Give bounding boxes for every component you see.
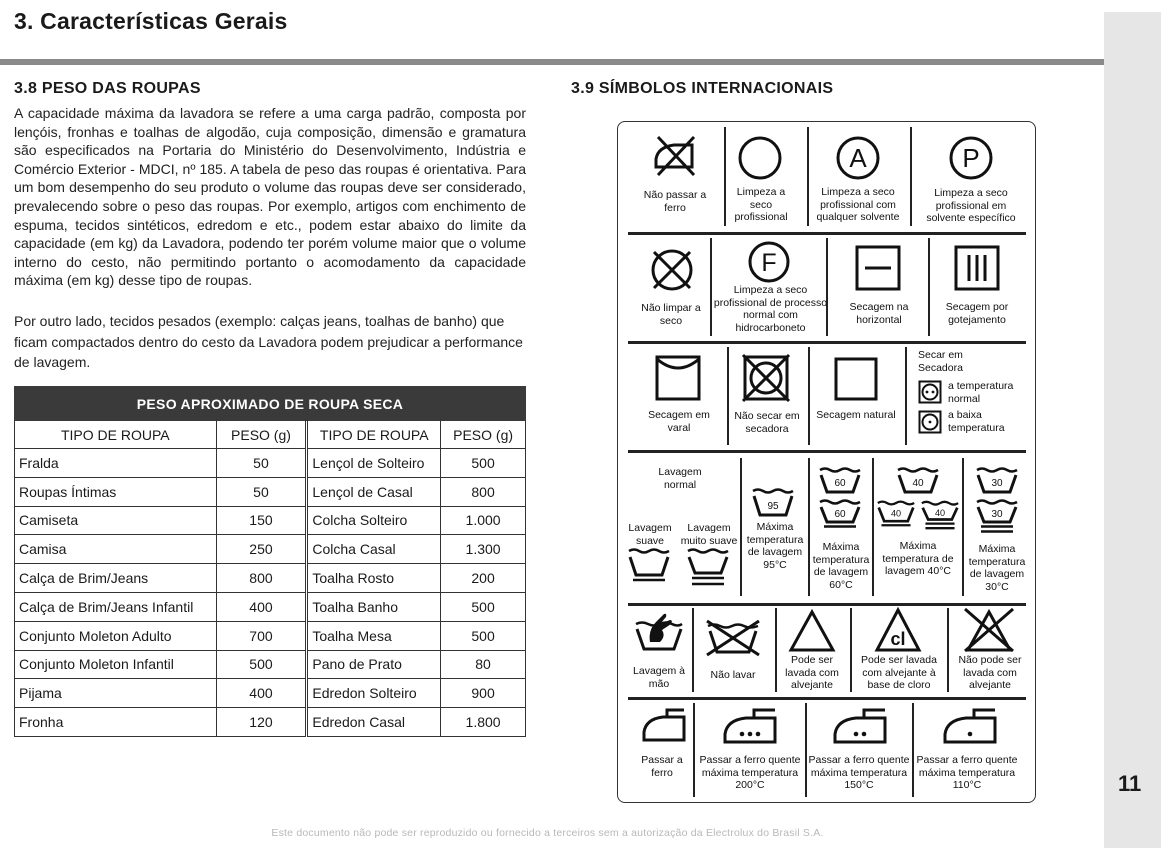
max-60-label: Máxima temperatura de lavagem 60°C — [812, 541, 870, 591]
paragraph-heavy-fabrics: Por outro lado, tecidos pesados (exemplo: calças jeans, toalhas de banho) que ficam compactados dentro do cesto da Lavadora podem prejudicar a performance de lavagem. — [14, 313, 523, 370]
dry-clean-hydrocarbon-label: Limpeza a seco profissional de processo normal com hidrocarboneto — [713, 284, 828, 334]
weight-cell: 1.300 — [441, 535, 526, 564]
table-row — [15, 708, 526, 737]
iron-200-label: Passar a ferro quente máxima temperatura 200°C — [699, 754, 801, 791]
iron-110-label: Passar a ferro quente máxima temperatura 110°C — [916, 754, 1018, 791]
chlorine-bleach-label: Pode ser lavada com alvejante à base de cloro — [861, 654, 937, 691]
column-header: PESO (g) — [441, 421, 526, 449]
temp-40-text: 40 — [934, 507, 946, 518]
weight-cell: 200 — [441, 564, 526, 593]
wash-30-very-gentle-icon — [975, 498, 1019, 534]
no-bleach-label: Não pode ser lavada com alvejante — [958, 654, 1022, 691]
no-wash-label: Não lavar — [710, 669, 756, 681]
no-tumble-dry-label: Não secar em secadora — [734, 410, 800, 435]
hand-wash-label: Lavagem à mão — [633, 665, 685, 690]
row-divider — [628, 697, 1026, 700]
paragraph-capacity: A capacidade máxima da lavadora se refere a uma carga padrão, composta por lençóis, fronhas e toalhas de algodão, cuja composição, dimensão e gramatura são especificados na Portaria do Ministério do Desenvolvimento, Indústria e Comércio Exterior - MDCI, nº 185. A tabela de peso das roupas é orientativa. Para um bom desempenho do seu produto o volume das roupas deve ser considerado, prevalecendo sobre o peso das roupas. Por exemplo, artigos com enchimento de espuma, tecidos sintéticos, edredom e etc., podem estar abaixo do limite da capacidade (em kg) da Lavadora, podendo ter porém volume maior que o volume interno do cesto, não permitindo portanto o acomodamento da capacidade máxima (em kg) desse tipo de roupas. — [14, 105, 526, 289]
column-divider — [905, 347, 907, 445]
tumble-dry-title: Secar em Secadora — [918, 349, 963, 374]
row-divider — [628, 603, 1026, 606]
garment-cell: Pijama — [15, 679, 217, 708]
table-row — [15, 449, 526, 478]
column-header: TIPO DE ROUPA — [307, 421, 441, 449]
natural-dry-icon — [834, 357, 878, 401]
garment-cell: Fralda — [15, 449, 217, 478]
column-divider — [692, 608, 694, 692]
wash-40-icon — [896, 466, 940, 494]
weight-cell: 800 — [216, 564, 307, 593]
garment-cell: Toalha Rosto — [307, 564, 441, 593]
table-row — [15, 621, 526, 650]
tumble-normal-icon — [918, 380, 942, 404]
section-heading-peso: 3.8 PESO DAS ROUPAS — [14, 80, 201, 97]
no-tumble-dry-icon — [742, 354, 790, 402]
iron-label: Passar a ferro — [641, 754, 683, 779]
column-divider — [928, 238, 930, 336]
temp-40-text: 40 — [912, 478, 924, 489]
weight-cell: 500 — [441, 592, 526, 621]
drip-dry-icon — [954, 245, 1000, 291]
weight-cell: 50 — [216, 449, 307, 478]
wash-gentle-label: Lavagem suave — [628, 522, 672, 547]
page-title: 3. Características Gerais — [14, 8, 288, 34]
garment-cell: Roupas Íntimas — [15, 477, 217, 506]
weight-cell: 700 — [216, 621, 307, 650]
no-dry-clean-label: Não limpar a seco — [641, 302, 701, 327]
weight-cell: 250 — [216, 535, 307, 564]
iron-150-icon — [832, 707, 888, 745]
dry-clean-specific-solvent-label: Limpeza a seco profissional em solvente específico — [926, 187, 1016, 224]
garment-cell: Colcha Casal — [307, 535, 441, 564]
no-dry-clean-icon — [649, 247, 695, 293]
row-divider — [628, 450, 1026, 453]
wash-very-gentle-label: Lavagem muito suave — [680, 522, 738, 547]
drip-dry-label: Secagem por gotejamento — [945, 301, 1009, 326]
bleach-icon — [788, 609, 836, 653]
line-dry-label: Secagem em varal — [648, 409, 710, 434]
dry-clean-specific-solvent-icon — [948, 135, 994, 181]
weight-cell: 500 — [441, 621, 526, 650]
garment-cell: Fronha — [15, 708, 217, 737]
column-divider — [808, 347, 810, 445]
table-row — [15, 679, 526, 708]
dry-flat-icon — [855, 245, 901, 291]
garment-cell: Conjunto Moleton Adulto — [15, 621, 217, 650]
column-divider — [910, 127, 912, 226]
weight-cell: 120 — [216, 708, 307, 737]
bleach-label: Pode ser lavada com alvejante — [785, 654, 839, 691]
weight-cell: 500 — [441, 449, 526, 478]
natural-dry-label: Secagem natural — [816, 409, 896, 421]
tumble-low-icon — [918, 410, 942, 434]
table-row — [15, 592, 526, 621]
chlorine-bleach-icon — [874, 607, 922, 653]
garment-cell: Pano de Prato — [307, 650, 441, 679]
weight-cell: 150 — [216, 506, 307, 535]
max-95-label: Máxima temperatura de lavagem 95°C — [746, 521, 804, 571]
table-row — [15, 535, 526, 564]
letter-p-text: P — [962, 143, 980, 173]
garment-cell: Camisa — [15, 535, 217, 564]
weight-cell: 80 — [441, 650, 526, 679]
wash-40-very-gentle-icon — [920, 498, 960, 532]
temp-95-text: 95 — [767, 501, 779, 512]
weight-cell: 1.000 — [441, 506, 526, 535]
table-row — [15, 477, 526, 506]
garment-cell: Calça de Brim/Jeans — [15, 564, 217, 593]
temp-60-text: 60 — [834, 509, 846, 520]
no-wash-icon — [704, 620, 762, 656]
garment-cell: Camiseta — [15, 506, 217, 535]
dry-clean-any-solvent-label: Limpeza a seco profissional com qualquer solvente — [816, 186, 900, 223]
dry-flat-label: Secagem na horizontal — [849, 301, 909, 326]
side-band — [1104, 12, 1161, 848]
table-caption: PESO APROXIMADO DE ROUPA SECA — [15, 387, 526, 421]
weight-cell: 50 — [216, 477, 307, 506]
garment-cell: Lençol de Solteiro — [307, 449, 441, 478]
wash-60-icon — [818, 466, 862, 494]
temp-30-text: 30 — [991, 478, 1003, 489]
garment-cell: Conjunto Moleton Infantil — [15, 650, 217, 679]
iron-200-icon — [722, 707, 778, 745]
column-divider — [947, 608, 949, 692]
dry-clean-any-solvent-icon — [835, 135, 881, 181]
iron-icon — [641, 707, 687, 743]
table-row — [15, 650, 526, 679]
weight-cell: 400 — [216, 679, 307, 708]
wash-30-icon — [975, 466, 1019, 494]
dry-clean-hydrocarbon-icon — [747, 240, 791, 284]
wash-40-gentle-icon — [876, 498, 916, 528]
garment-cell: Colcha Solteiro — [307, 506, 441, 535]
weight-cell: 900 — [441, 679, 526, 708]
max-40-label: Máxima temperatura de lavagem 40°C — [882, 540, 954, 577]
row-divider — [628, 341, 1026, 344]
row-divider — [628, 232, 1026, 235]
tumble-normal-label: a temperatura normal — [948, 380, 1014, 405]
max-30-label: Máxima temperatura de lavagem 30°C — [968, 543, 1026, 593]
weight-cell: 800 — [441, 477, 526, 506]
temp-30-text: 30 — [991, 509, 1003, 520]
garment-cell: Toalha Mesa — [307, 621, 441, 650]
line-dry-icon — [655, 355, 701, 401]
weight-cell: 500 — [216, 650, 307, 679]
chlorine-text: cl — [890, 629, 906, 649]
table-row — [15, 506, 526, 535]
temp-40-text: 40 — [890, 508, 902, 519]
column-divider — [775, 608, 777, 692]
footer-disclaimer: Este documento não pode ser reproduzido ou fornecido a terceiros sem a autorização da Electrolux do Brasil S.A. — [271, 827, 824, 839]
temp-60-text: 60 — [834, 478, 846, 489]
wash-60-gentle-icon — [818, 498, 862, 528]
letter-a-text: A — [849, 143, 867, 173]
wash-gentle-icon — [627, 547, 671, 583]
no-bleach-icon — [961, 607, 1017, 653]
wash-normal-label: Lavagem normal — [658, 466, 702, 491]
wash-95-icon — [751, 487, 795, 517]
column-header: PESO (g) — [216, 421, 307, 449]
table-row — [15, 564, 526, 593]
hand-wash-icon — [634, 612, 684, 652]
title-rule — [0, 59, 1104, 65]
garment-cell: Toalha Banho — [307, 592, 441, 621]
wash-very-gentle-icon — [686, 547, 730, 587]
letter-f-text: F — [761, 249, 777, 277]
laundry-weight-table — [14, 386, 526, 737]
iron-110-icon — [942, 707, 998, 745]
page-number: 11 — [1118, 771, 1142, 796]
garment-cell: Edredon Solteiro — [307, 679, 441, 708]
column-divider — [710, 238, 712, 336]
column-header: TIPO DE ROUPA — [15, 421, 217, 449]
garment-cell: Calça de Brim/Jeans Infantil — [15, 592, 217, 621]
dry-clean-label: Limpeza a seco profissional — [734, 186, 788, 223]
weight-cell: 1.800 — [441, 708, 526, 737]
no-iron-icon — [652, 133, 698, 179]
weight-cell: 400 — [216, 592, 307, 621]
dry-clean-icon — [737, 135, 783, 181]
section-heading-simbolos: 3.9 SÍMBOLOS INTERNACIONAIS — [571, 80, 834, 97]
tumble-low-label: a baixa temperatura — [948, 409, 1005, 434]
no-iron-label: Não passar a ferro — [643, 189, 707, 214]
iron-150-label: Passar a ferro quente máxima temperatura 150°C — [808, 754, 910, 791]
garment-cell: Lençol de Casal — [307, 477, 441, 506]
garment-cell: Edredon Casal — [307, 708, 441, 737]
